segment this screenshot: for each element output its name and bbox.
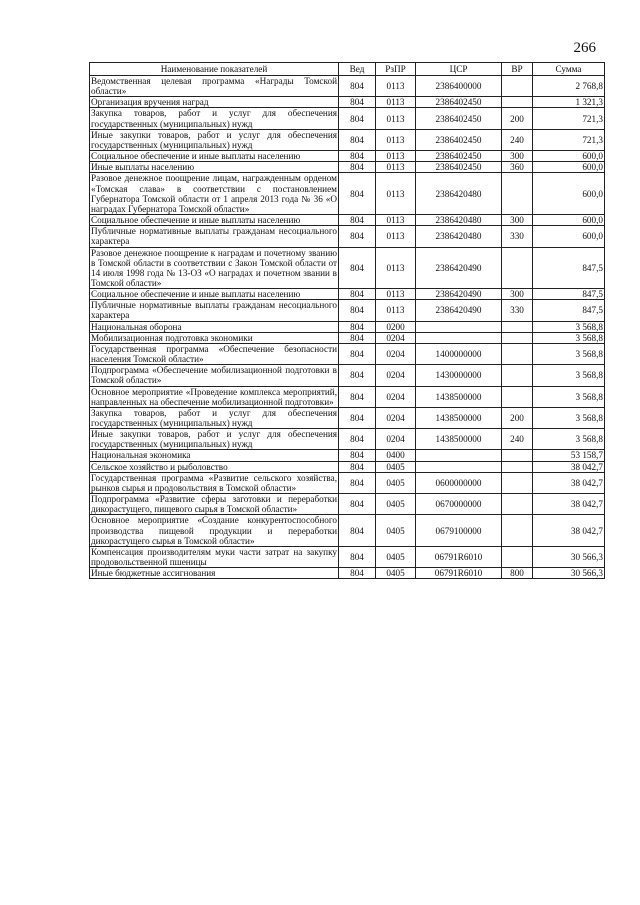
cell-ved: 804 — [339, 300, 376, 321]
cell-sum: 38 042,7 — [533, 461, 605, 472]
cell-csr: 2386400000 — [416, 76, 502, 97]
cell-ved: 804 — [339, 450, 376, 461]
cell-ved: 804 — [339, 386, 376, 407]
cell-name: Сельское хозяйство и рыболовство — [90, 461, 339, 472]
cell-sum: 53 158,7 — [533, 450, 605, 461]
cell-vr — [502, 332, 533, 343]
cell-name: Основное мероприятие «Создание конкурентоспособного производства пищевой продукции и переработки дикорастущего сырья в Томской области» — [91, 515, 337, 546]
cell-name: Разовое денежное поощрение к наградам и почетному званию в Томской области в соответствии с Закон Томской области от 14 июля 1998 года № 13-ОЗ «О наградах и почетном звании в Томской области» — [91, 247, 337, 288]
cell-sum: 3 568,8 — [533, 386, 605, 407]
cell-name: Подпрограмма «Обеспечение мобилизационной подготовки в Томской области» — [91, 365, 337, 386]
table-row — [90, 215, 605, 226]
cell-rzpr: 0113 — [376, 97, 416, 108]
cell-rzpr: 0204 — [376, 343, 416, 364]
table-row — [90, 407, 605, 428]
cell-ved: 804 — [339, 173, 376, 215]
cell-rzpr: 0113 — [376, 226, 416, 247]
table-row — [90, 494, 605, 515]
table-row — [90, 546, 605, 567]
table-row — [90, 97, 605, 108]
cell-name: Социальное обеспечение и иные выплаты населению — [90, 151, 339, 162]
header-sum: Сумма — [533, 63, 605, 76]
cell-name: Иные закупки товаров, работ и услуг для обеспечения государственных (муниципальных) нужд — [91, 129, 337, 150]
table-row — [90, 129, 605, 150]
cell-ved: 804 — [339, 568, 376, 579]
cell-csr: 2386420480 — [416, 226, 502, 247]
cell-name: Закупка товаров, работ и услуг для обеспечения государственных (муниципальных) нужд — [91, 108, 337, 129]
cell-sum: 721,3 — [533, 108, 605, 129]
cell-ved: 804 — [339, 343, 376, 364]
cell-rzpr: 0405 — [376, 568, 416, 579]
cell-csr: 2386402450 — [416, 162, 502, 173]
cell-vr — [502, 97, 533, 108]
cell-ved: 804 — [339, 321, 376, 332]
cell-ved: 804 — [339, 129, 376, 150]
cell-sum: 600,0 — [533, 162, 605, 173]
cell-ved: 804 — [339, 215, 376, 226]
cell-rzpr: 0405 — [376, 515, 416, 546]
table-row — [90, 450, 605, 461]
page-number: 266 — [573, 40, 596, 56]
cell-vr — [502, 173, 533, 215]
cell-sum: 3 568,8 — [533, 365, 605, 386]
cell-name: Иные закупки товаров, работ и услуг для обеспечения государственных (муниципальных) нужд — [91, 429, 337, 450]
cell-ved: 804 — [339, 247, 376, 289]
cell-name: Мобилизационная подготовка экономики — [90, 332, 339, 343]
table-row — [90, 151, 605, 162]
cell-name: Национальная экономика — [90, 450, 339, 461]
cell-rzpr: 0113 — [376, 247, 416, 289]
cell-csr: 2386420480 — [416, 215, 502, 226]
cell-rzpr: 0113 — [376, 215, 416, 226]
cell-ved: 804 — [339, 332, 376, 343]
cell-rzpr: 0113 — [376, 76, 416, 97]
cell-rzpr: 0204 — [376, 332, 416, 343]
header-rzpr: РзПР — [376, 63, 416, 76]
cell-vr: 300 — [502, 215, 533, 226]
table-row — [90, 386, 605, 407]
cell-ved: 804 — [339, 76, 376, 97]
budget-table — [89, 62, 605, 579]
cell-sum: 847,5 — [533, 300, 605, 321]
cell-vr: 800 — [502, 568, 533, 579]
cell-rzpr: 0113 — [376, 108, 416, 129]
table-row — [90, 461, 605, 472]
cell-sum: 3 568,8 — [533, 321, 605, 332]
cell-vr — [502, 76, 533, 97]
cell-rzpr: 0405 — [376, 472, 416, 493]
cell-rzpr: 0113 — [376, 129, 416, 150]
cell-ved: 804 — [339, 429, 376, 450]
cell-ved: 804 — [339, 515, 376, 546]
cell-ved: 804 — [339, 97, 376, 108]
cell-vr — [502, 472, 533, 493]
cell-csr: 2386420490 — [416, 247, 502, 289]
cell-sum: 3 568,8 — [533, 407, 605, 428]
cell-csr: 1438500000 — [416, 407, 502, 428]
cell-csr — [416, 332, 502, 343]
table-row — [90, 515, 605, 546]
cell-csr: 2386420490 — [416, 289, 502, 300]
cell-rzpr: 0200 — [376, 321, 416, 332]
cell-name: Государственная программа «Развитие сельского хозяйства, рынков сырья и продовольствия в Томской области» — [91, 472, 337, 493]
cell-sum: 38 042,7 — [533, 472, 605, 493]
cell-csr: 1430000000 — [416, 365, 502, 386]
table-body — [90, 76, 605, 579]
header-ved: Вед — [339, 63, 376, 76]
cell-rzpr: 0113 — [376, 151, 416, 162]
cell-vr: 300 — [502, 289, 533, 300]
table-row — [90, 568, 605, 579]
cell-name: Основное мероприятие «Проведение комплекса мероприятий, направленных на обеспечение мобилизационной подготовки» — [91, 386, 337, 407]
header-vr: ВР — [502, 63, 533, 76]
cell-name: Разовое денежное поощрение лицам, награжденным орденом «Томская слава» в соответствии с постановлением Губернатора Томской области от 1 апреля 2013 года № 36 «О наградах Губернатора Томской области» — [91, 173, 337, 214]
cell-sum: 847,5 — [533, 289, 605, 300]
cell-csr: 1438500000 — [416, 386, 502, 407]
cell-vr — [502, 386, 533, 407]
cell-vr: 240 — [502, 429, 533, 450]
cell-ved: 804 — [339, 108, 376, 129]
cell-csr: 1438500000 — [416, 429, 502, 450]
cell-name: Национальная оборона — [90, 321, 339, 332]
cell-sum: 3 568,8 — [533, 343, 605, 364]
cell-rzpr: 0113 — [376, 300, 416, 321]
cell-name: Государственная программа «Обеспечение безопасности населения Томской области» — [91, 343, 337, 365]
table-row — [90, 76, 605, 97]
cell-ved: 804 — [339, 226, 376, 247]
cell-name: Компенсация производителям муки части затрат на закупку продовольственной пшеницы — [91, 546, 337, 568]
cell-sum: 38 042,7 — [533, 515, 605, 546]
table-row — [90, 343, 605, 364]
cell-csr: 0600000000 — [416, 472, 502, 493]
table-row — [90, 247, 605, 289]
cell-vr — [502, 343, 533, 364]
table-row — [90, 300, 605, 321]
cell-vr — [502, 546, 533, 567]
cell-csr — [416, 321, 502, 332]
cell-vr — [502, 450, 533, 461]
cell-csr — [416, 450, 502, 461]
table-row — [90, 472, 605, 493]
cell-ved: 804 — [339, 289, 376, 300]
cell-name: Публичные нормативные выплаты гражданам несоциального характера — [91, 300, 337, 321]
cell-ved: 804 — [339, 365, 376, 386]
table-row — [90, 429, 605, 450]
cell-rzpr: 0113 — [376, 289, 416, 300]
cell-sum: 600,0 — [533, 151, 605, 162]
cell-sum: 3 568,8 — [533, 429, 605, 450]
cell-name: Социальное обеспечение и иные выплаты населению — [90, 289, 339, 300]
table-row — [90, 226, 605, 247]
table-row — [90, 365, 605, 386]
cell-vr: 200 — [502, 108, 533, 129]
cell-sum: 600,0 — [533, 226, 605, 247]
cell-sum: 847,5 — [533, 247, 605, 289]
cell-vr: 360 — [502, 162, 533, 173]
cell-csr: 06791R6010 — [416, 568, 502, 579]
cell-csr: 0670000000 — [416, 494, 502, 515]
cell-csr: 2386402450 — [416, 129, 502, 150]
table-row — [90, 108, 605, 129]
cell-csr: 2386420490 — [416, 300, 502, 321]
cell-vr — [502, 515, 533, 546]
table-row — [90, 332, 605, 343]
cell-name: Подпрограмма «Развитие сферы заготовки и переработки дикорастущего, пищевого сырья в Томской области» — [91, 494, 337, 515]
cell-name: Организация вручения наград — [90, 97, 339, 108]
cell-rzpr: 0113 — [376, 162, 416, 173]
cell-csr — [416, 461, 502, 472]
cell-vr — [502, 494, 533, 515]
header-csr: ЦСР — [416, 63, 502, 76]
cell-name: Закупка товаров, работ и услуг для обеспечения государственных (муниципальных) нужд — [91, 407, 337, 428]
cell-csr: 2386420480 — [416, 173, 502, 215]
cell-sum: 3 568,8 — [533, 332, 605, 343]
cell-ved: 804 — [339, 472, 376, 493]
cell-ved: 804 — [339, 162, 376, 173]
cell-sum: 30 566,3 — [533, 568, 605, 579]
cell-vr: 330 — [502, 300, 533, 321]
cell-ved: 804 — [339, 151, 376, 162]
cell-csr: 0679100000 — [416, 515, 502, 546]
cell-rzpr: 0400 — [376, 450, 416, 461]
cell-rzpr: 0204 — [376, 429, 416, 450]
cell-name: Иные бюджетные ассигнования — [90, 568, 339, 579]
cell-sum: 38 042,7 — [533, 494, 605, 515]
cell-ved: 804 — [339, 494, 376, 515]
cell-vr: 330 — [502, 226, 533, 247]
cell-vr — [502, 365, 533, 386]
cell-ved: 804 — [339, 546, 376, 567]
cell-rzpr: 0113 — [376, 173, 416, 215]
cell-sum: 30 566,3 — [533, 546, 605, 567]
cell-name: Публичные нормативные выплаты гражданам несоциального характера — [91, 226, 337, 247]
cell-rzpr: 0405 — [376, 546, 416, 567]
cell-csr: 2386402450 — [416, 151, 502, 162]
cell-ved: 804 — [339, 407, 376, 428]
table-header-row — [90, 63, 605, 76]
cell-rzpr: 0204 — [376, 386, 416, 407]
cell-sum: 2 768,8 — [533, 76, 605, 97]
table-row — [90, 162, 605, 173]
cell-rzpr: 0405 — [376, 461, 416, 472]
cell-csr: 2386402450 — [416, 97, 502, 108]
cell-rzpr: 0405 — [376, 494, 416, 515]
table-row — [90, 321, 605, 332]
cell-sum: 721,3 — [533, 129, 605, 150]
cell-ved: 804 — [339, 461, 376, 472]
cell-vr — [502, 461, 533, 472]
cell-vr: 200 — [502, 407, 533, 428]
cell-rzpr: 0204 — [376, 407, 416, 428]
cell-name: Иные выплаты населению — [90, 162, 339, 173]
cell-csr: 06791R6010 — [416, 546, 502, 567]
cell-vr: 240 — [502, 129, 533, 150]
cell-csr: 2386402450 — [416, 108, 502, 129]
cell-vr — [502, 321, 533, 332]
cell-vr: 300 — [502, 151, 533, 162]
cell-vr — [502, 247, 533, 289]
cell-name: Социальное обеспечение и иные выплаты населению — [90, 215, 339, 226]
table-row — [90, 289, 605, 300]
cell-sum: 600,0 — [533, 215, 605, 226]
table-row — [90, 173, 605, 215]
cell-name: Ведомственная целевая программа «Награды Томской области» — [91, 76, 337, 97]
cell-sum: 1 321,3 — [533, 97, 605, 108]
cell-sum: 600,0 — [533, 173, 605, 215]
cell-rzpr: 0204 — [376, 365, 416, 386]
cell-csr: 1400000000 — [416, 343, 502, 364]
header-name: Наименование показателей — [90, 63, 339, 76]
